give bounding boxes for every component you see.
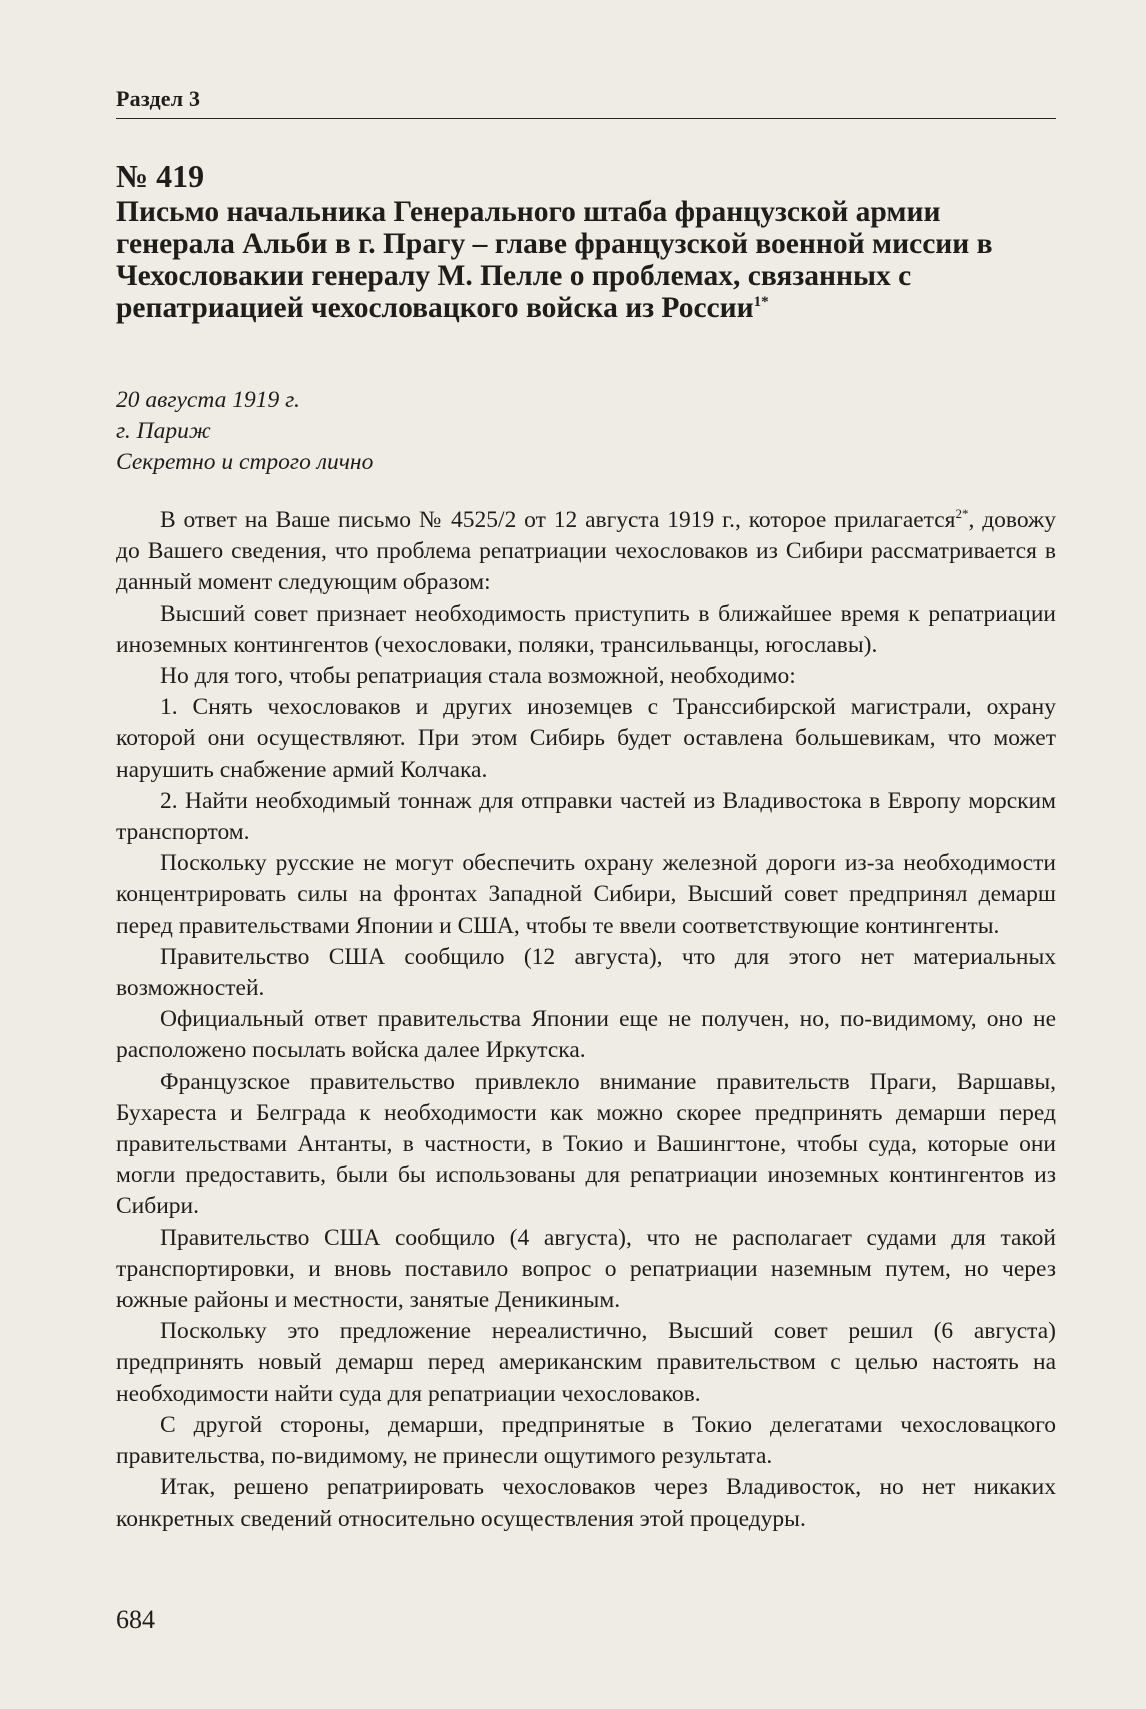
section-label: Раздел 3 <box>116 86 201 111</box>
letter-body <box>116 505 1056 1535</box>
header-rule <box>116 118 1056 119</box>
paragraph: Поскольку русские не могут обеспечить охрану железной дороги из-за необходимости концентрировать силы на фронтах Западной Сибири, Высший совет предпринял демарш перед правительствами Японии и США, чтобы те ввели соответствующие контингенты. <box>116 850 1056 939</box>
running-header <box>116 86 1056 112</box>
paragraph: Правительство США сообщило (4 августа), что не располагает судами для такой транспортировки, и вновь поставило вопрос о репатриации наземным путем, но через южные районы и местности, занятые Деникиным. <box>116 1224 1056 1314</box>
paragraph: Французское правительство привлекло внимание правительств Праги, Варшавы, Бухареста и Белграда к необходимости как можно скорее предпринять демарши перед правительствами Антанты, в частности, в Токио и Вашингтоне, чтобы суда, которые они могли предоставить, были бы использованы для репатриации иноземных контингентов из Сибири. <box>116 1068 1056 1220</box>
paragraph: В ответ на Ваше письмо № 4525/2 от 12 августа 1919 г., которое прилагается$^{2*}$, довожу до Вашего сведения, что проблема репатриации чехословаков из Сибири рассматривается в данный момент следующим образом: <box>116 506 1056 596</box>
document-date: 20 августа 1919 г. <box>116 387 300 413</box>
document-number: № 419 <box>116 158 205 194</box>
paragraph: Официальный ответ правительства Японии еще не получен, но, по-видимому, оно не расположено посылать войска далее Иркутска. <box>116 1006 1056 1064</box>
paragraph: 1. Снять чехословаков и других иноземцев с Транссибирской магистрали, охрану которой они осуществляют. При этом Сибирь будет оставлена большевикам, что может нарушить снабжение армий Колчака. <box>116 694 1056 783</box>
document-title-text: Письмо начальника Генерального штаба французской армии генерала Альби в г. Прагу – главе французской военной миссии в Чехословакии генералу М. Пелле о проблемах, связанных с репатриацией чехословацкого войска из России <box>116 196 993 324</box>
paragraph: Но для того, чтобы репатриация стала возможной, необходимо: <box>160 663 796 690</box>
document-place: г. Париж <box>116 418 211 444</box>
page-number: 684 <box>116 1605 155 1634</box>
paragraph: С другой стороны, демарши, предпринятые в Токио делегатами чехословацкого правительства, по-видимому, не принесли ощутимого результата. <box>116 1411 1056 1470</box>
footnote-marker: 2* <box>955 506 969 522</box>
paragraph: 2. Найти необходимый тоннаж для отправки частей из Владивостока в Европу морским транспортом. <box>116 787 1056 846</box>
paragraph: Итак, решено репатриировать чехословаков через Владивосток, но нет никаких конкретных сведений относительно осуществления этой процедуры. <box>116 1474 1056 1532</box>
document-meta <box>116 385 1056 478</box>
paragraph: Высший совет признает необходимость приступить в ближайшее время к репатриации иноземных контингентов (чехословаки, поляки, трансильванцы, югославы). <box>116 600 1056 658</box>
title-footnote-marker: 1* <box>753 294 769 311</box>
paragraph: Правительство США сообщило (12 августа), что для этого нет материальных возможностей. <box>116 943 1056 1002</box>
paragraph: Поскольку это предложение нереалистично, Высший совет решил (6 августа) предпринять новый демарш перед американским правительством с целью настоять на необходимости найти суда для репатриации чехословаков. <box>116 1318 1056 1407</box>
document-title <box>116 196 1056 324</box>
document-classification: Секретно и строго лично <box>116 449 374 475</box>
